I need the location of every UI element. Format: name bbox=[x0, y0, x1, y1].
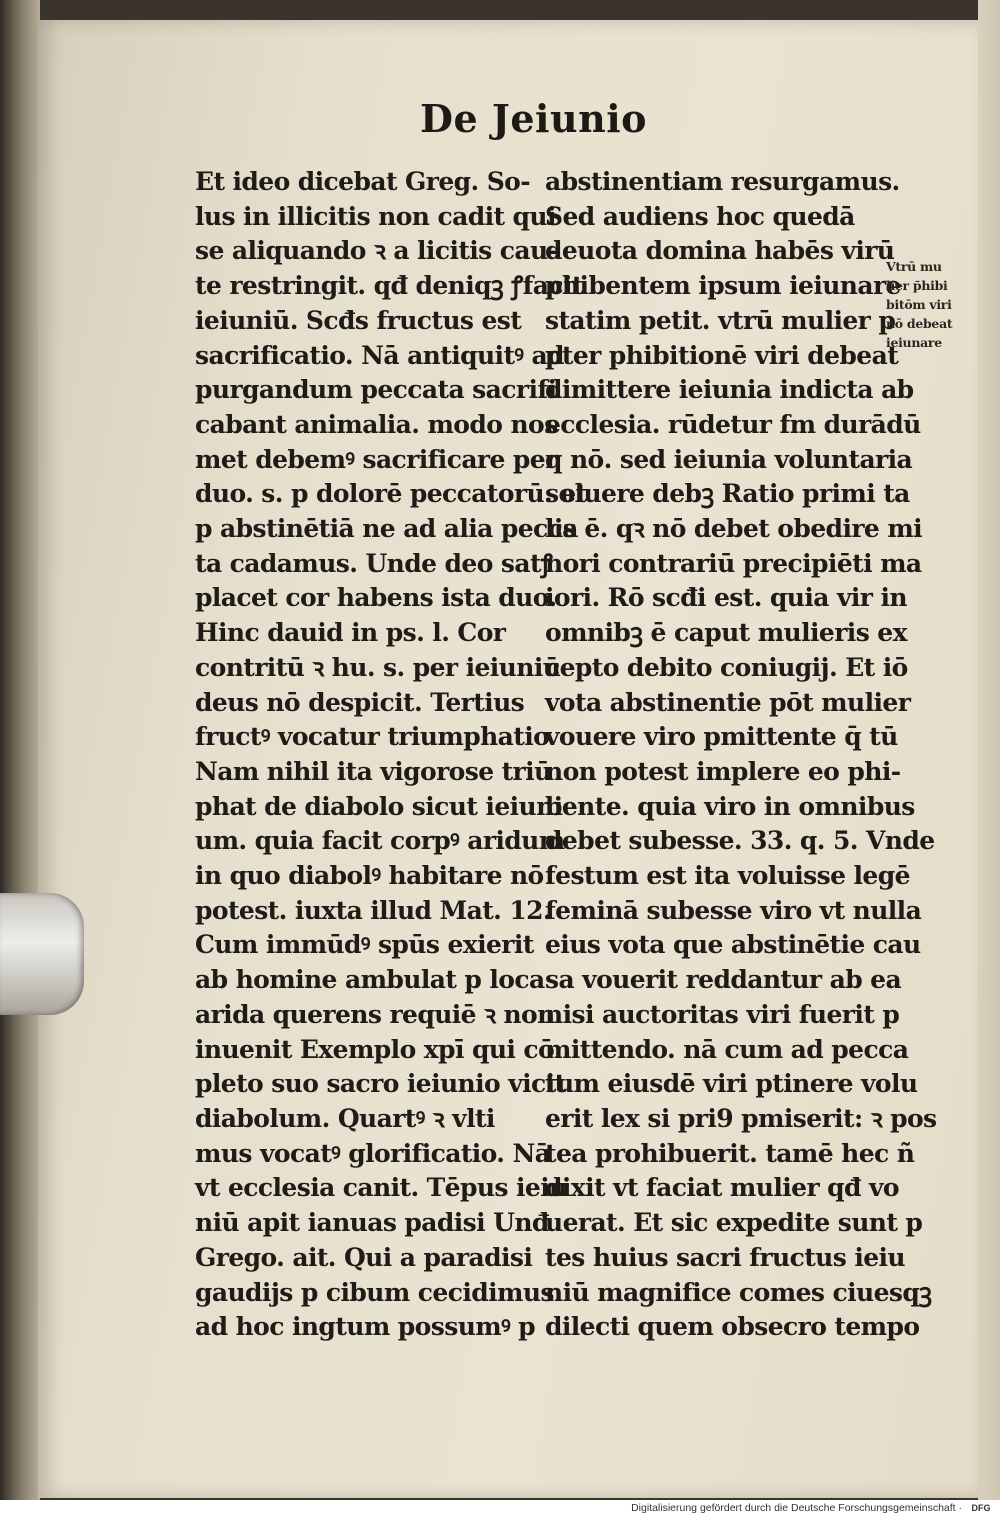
right-column-line: tes huius sacri fructus ieiu bbox=[545, 1242, 906, 1272]
left-column-line: mus vocatꝰ glorificatio. Nā bbox=[195, 1138, 551, 1168]
left-column-line: fructꝰ vocatur triumphatio bbox=[195, 722, 550, 752]
right-column-line: feminā subesse viro vt nulla bbox=[545, 895, 922, 925]
right-column-line: tea prohibuerit. tamē hec ñ bbox=[545, 1138, 915, 1168]
right-column-line: uerat. Et sic expedite sunt p bbox=[545, 1208, 923, 1238]
right-column-line: cepto debito coniugij. Et iō bbox=[545, 652, 908, 682]
left-column-line: lus in illicitis non cadit qui bbox=[195, 201, 556, 231]
right-column-line: nori contrariū precipiēti ma bbox=[545, 548, 922, 578]
right-column-line: deuota domina habēs virū bbox=[545, 236, 895, 266]
margin-note bbox=[886, 257, 978, 352]
book-edge bbox=[0, 0, 40, 1500]
right-column-line: nisi auctoritas viri fuerit p bbox=[545, 999, 900, 1029]
left-column-line: arida querens requiē ꝛ non bbox=[195, 999, 555, 1029]
right-column-line: statim petit. vtrū mulier p bbox=[545, 305, 896, 335]
right-column-line: pter phibitionē viri debeat bbox=[545, 340, 899, 370]
left-column-line: pleto suo sacro ieiunio vicit bbox=[195, 1069, 566, 1099]
right-column-line: festum est ita voluisse legē bbox=[545, 861, 910, 891]
right-column-line: tum eiusdē viri ptinere volu bbox=[545, 1069, 918, 1099]
left-column-line: deus nō despicit. Tertius bbox=[195, 687, 525, 717]
margin-note-line: Vtrū mu bbox=[886, 259, 942, 274]
left-column-line: in quo diabolꝰ habitare nō bbox=[195, 861, 544, 891]
left-column-line: Cum immūdꝰ spūs exierit bbox=[195, 930, 534, 960]
left-column-line: met debemꝰ sacrificare per bbox=[195, 444, 558, 474]
footer-credit: Digitalisierung gefördert durch die Deutsche Forschungsgemeinschaft · bbox=[631, 1502, 962, 1514]
left-column-line: ad hoc ingtum possumꝰ p bbox=[195, 1312, 536, 1342]
right-column-line: q nō. sed ieiunia voluntaria bbox=[545, 444, 913, 474]
left-column-line: duo. s. p dolorē peccatorū. et bbox=[195, 479, 587, 509]
right-column-line: iori. Rō scđi est. quia vir in bbox=[545, 583, 907, 613]
margin-note-line: lier p̄hibi bbox=[886, 278, 948, 293]
page-clip bbox=[0, 893, 84, 1015]
margin-note-line: ieiunare bbox=[886, 335, 942, 350]
margin-note-line: bitōm viri bbox=[886, 297, 952, 312]
left-column-line: p abstinētiā ne ad alia pecca bbox=[195, 514, 578, 544]
left-column-line: placet cor habens ista duo. bbox=[195, 583, 557, 613]
left-column-line: Nam nihil ita vigorose triū bbox=[195, 756, 552, 786]
right-column-line: vouere viro pmittente q̄ tū bbox=[545, 722, 898, 752]
margin-note-line: nō debeat bbox=[886, 316, 953, 331]
left-column-line: cabant animalia. modo nos bbox=[195, 409, 558, 439]
left-column-line: um. quia facit corpꝰ aridum bbox=[195, 826, 565, 856]
right-column-line: bente. quia viro in omnibus bbox=[545, 791, 915, 821]
right-column-line: phibentem ipsum ieiunare bbox=[545, 271, 901, 301]
left-column-line: ab homine ambulat p loca bbox=[195, 965, 545, 995]
left-column-line: diabolum. Quartꝰ ꝛ vlti bbox=[195, 1103, 495, 1133]
left-column-line: Hinc dauid in ps. l. Cor bbox=[195, 618, 506, 648]
right-column-line: mittendo. nā cum ad pecca bbox=[545, 1034, 909, 1064]
right-column-line: vota abstinentie pōt mulier bbox=[545, 687, 911, 717]
left-column-line: niū apit ianuas padisi Unđ bbox=[195, 1208, 549, 1238]
right-column-line: ecclesia. rūdetur fm durādū bbox=[545, 409, 921, 439]
right-column-line: omnibꝫ ē caput mulieris ex bbox=[545, 618, 907, 648]
right-column-line: dimittere ieiunia indicta ab bbox=[545, 375, 914, 405]
right-column-line: eius vota que abstinētie cau bbox=[545, 930, 921, 960]
right-column-line: Sed audiens hoc quedā bbox=[545, 201, 855, 231]
left-column-line: Grego. ait. Qui a paradisi bbox=[195, 1242, 533, 1272]
left-column-line: potest. iuxta illud Mat. 12. bbox=[195, 895, 552, 925]
right-column-line: sa vouerit reddantur ab ea bbox=[545, 965, 902, 995]
left-column-line: inuenit Exemplo xpī qui cō bbox=[195, 1034, 555, 1064]
left-column-line: phat de diabolo sicut ieiuni bbox=[195, 791, 563, 821]
left-column-line: vt ecclesia canit. Tēpus ieiu bbox=[195, 1173, 567, 1203]
dfg-logo: DFG bbox=[971, 1503, 991, 1513]
right-column-line: soluere debꝫ Ratio primi ta bbox=[545, 479, 910, 509]
left-column-line: ieiuniū. Scđs fructus est bbox=[195, 305, 522, 335]
right-column-line: erit lex si pri9 pmiserit: ꝛ pos bbox=[545, 1103, 937, 1133]
right-column-line: lis ē. qꝛ nō debet obedire mi bbox=[545, 514, 923, 544]
left-column-line: te restringit. qđ deniqꝫ ꝭfacit bbox=[195, 271, 583, 301]
left-column-line: contritū ꝛ hu. s. per ieiuniū bbox=[195, 652, 561, 682]
right-column-line: niū magnifice comes ciuesqꝫ bbox=[545, 1277, 932, 1307]
left-column-line: Et ideo dicebat Greg. So‑ bbox=[195, 167, 531, 196]
right-column-line: non potest implere eo phi‑ bbox=[545, 756, 901, 786]
right-column-line: dixit vt faciat mulier qđ vo bbox=[545, 1173, 900, 1203]
left-column-line: purgandum peccata sacrifi bbox=[195, 375, 557, 405]
left-column bbox=[195, 165, 587, 1345]
left-column-line: ta cadamus. Unde deo satꝭ bbox=[195, 548, 553, 578]
running-head: De Jeiunio bbox=[420, 96, 647, 141]
left-column-line: gaudijs p cibum cecidimus bbox=[195, 1277, 554, 1307]
facing-page-edge bbox=[978, 0, 1000, 1500]
right-column-line: abstinentiam resurgamus. bbox=[545, 167, 900, 196]
right-column-line: debet subesse. 33. q. 5. Vnde bbox=[545, 826, 935, 856]
footer-bar bbox=[0, 1500, 1000, 1517]
left-column-line: se aliquando ꝛ a licitis cau‑ bbox=[195, 236, 558, 266]
left-column-line: sacrificatio. Nā antiquitꝰ ad bbox=[195, 340, 564, 370]
right-column-line: dilecti quem obsecro tempo bbox=[545, 1312, 920, 1342]
